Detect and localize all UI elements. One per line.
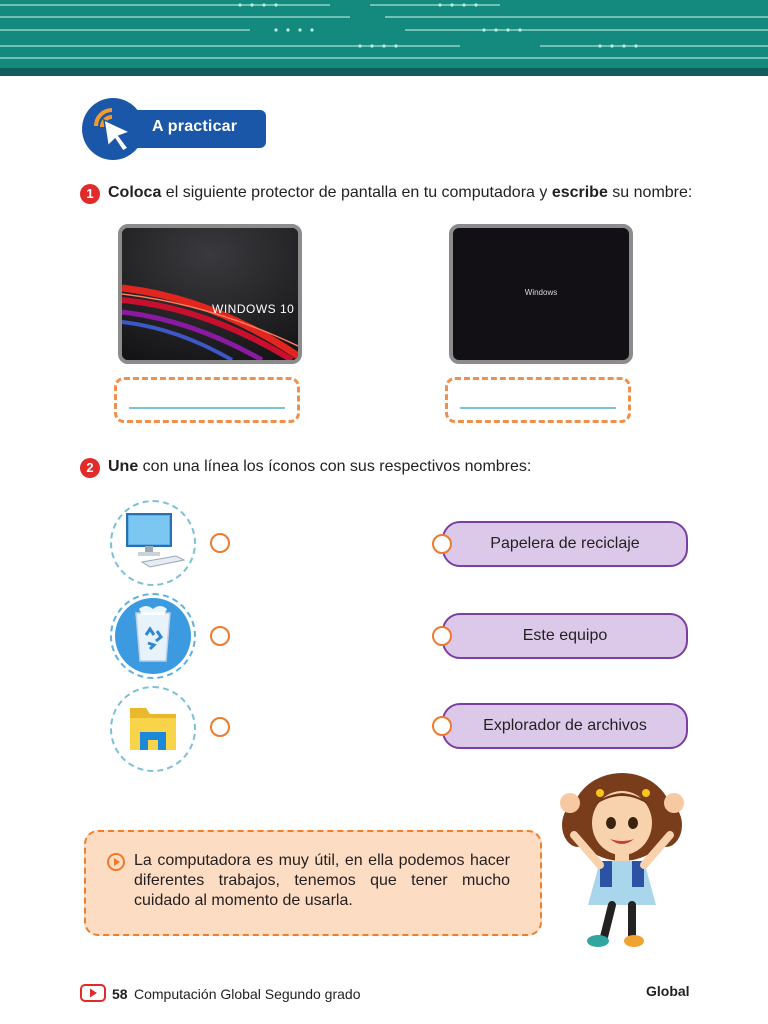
match-dot[interactable] — [432, 626, 452, 646]
badge-label: A practicar — [152, 118, 238, 135]
option-explorador[interactable]: Explorador de archivos — [442, 703, 688, 749]
icon-ring — [110, 686, 196, 772]
match-dot[interactable] — [432, 534, 452, 554]
file-explorer-icon — [112, 688, 194, 770]
exercise-number: 1 — [80, 184, 100, 204]
windows10-wallpaper — [122, 228, 298, 360]
book-title: Computación Global Segundo grado — [134, 986, 361, 1002]
option-papelera[interactable]: Papelera de reciclaje — [442, 521, 688, 567]
answer-box[interactable] — [114, 377, 300, 423]
badge-circle — [82, 98, 144, 160]
brand-label: Global — [646, 983, 690, 999]
exercise-number: 2 — [80, 458, 100, 478]
computer-icon — [112, 502, 194, 584]
match-dot[interactable] — [210, 533, 230, 553]
screensaver-windows — [449, 224, 633, 364]
icon-ring — [110, 593, 196, 679]
footer-play-icon — [80, 984, 106, 1002]
answer-box[interactable] — [445, 377, 631, 423]
play-bullet-icon — [106, 852, 126, 872]
screen-caption: WINDOWS 10 — [212, 302, 295, 316]
exercise1-instruction: Coloca el siguiente protector de pantalla en tu computadora y escribe su nombre: — [108, 184, 693, 201]
match-dot[interactable] — [210, 626, 230, 646]
match-dot[interactable] — [432, 716, 452, 736]
girl-illustration — [560, 765, 690, 950]
exercise2-instruction: Une con una línea los íconos con sus respectivos nombres: — [108, 458, 532, 475]
screensaver-windows10 — [118, 224, 302, 364]
recycle-bin-icon — [112, 595, 194, 677]
page-number: 58 — [112, 986, 128, 1002]
header-banner — [0, 0, 768, 76]
cursor-click-icon — [82, 98, 144, 160]
match-dot[interactable] — [210, 717, 230, 737]
screen-caption: Windows — [524, 288, 558, 297]
icon-ring — [110, 500, 196, 586]
option-este-equipo[interactable]: Este equipo — [442, 613, 688, 659]
note-text: La computadora es muy útil, en ella podemos hacer diferentes trabajos, tenemos que tener mucho cuidado al momento de usarla. — [134, 852, 510, 909]
